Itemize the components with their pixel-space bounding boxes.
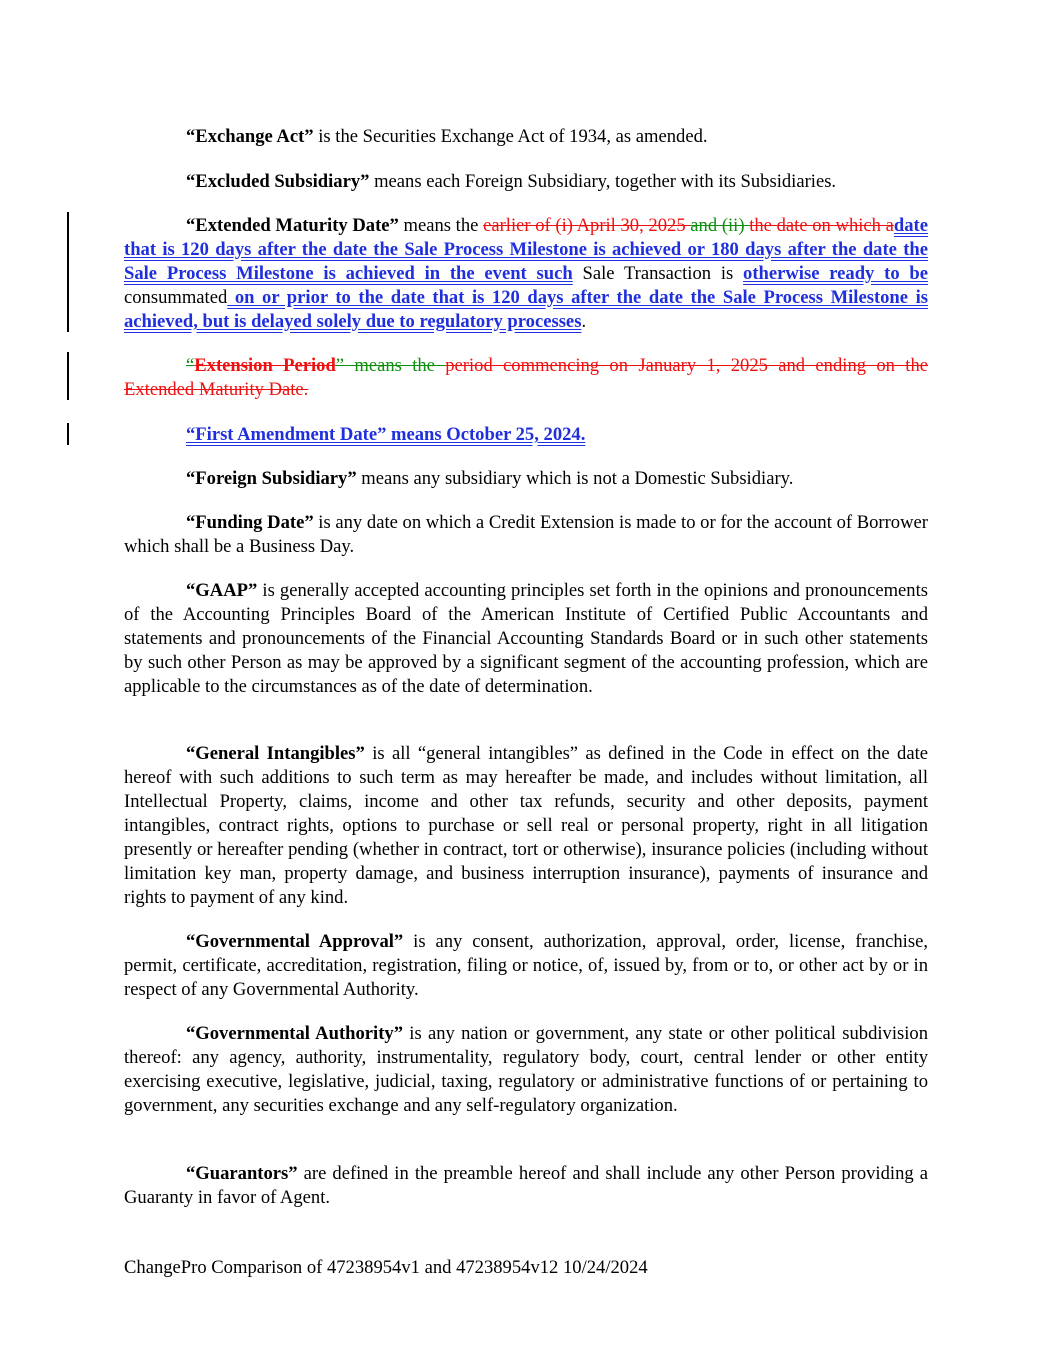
definition-extended-maturity-date: “Extended Maturity Date” means the earlier of (i) April 30, 2025 and (ii) the date on which adate that is 120 days after the date the Sale Process Milestone is achieved or 180 days after the date the Sale Process Milestone is achieved in the event such Sale Transaction is otherwise ready to be consummated on or prior to the date that is 120 days after the date the Sale Process Milestone is achieved, but is delayed solely due to regulatory processes.: [124, 215, 928, 332]
moved-text: means the: [344, 355, 446, 376]
definition-excluded-subsidiary: “Excluded Subsidiary” means each Foreign Subsidiary, together with its Subsidiaries.: [186, 171, 837, 192]
change-bar-first-amendment: [67, 423, 69, 445]
definition-gaap: “GAAP” is generally accepted accounting principles set forth in the opinions and pronouncements of the Accounting Principles Board of the American Institute of Certified Public Accountants and statements and pronouncements of the Financial Accounting Standards Board or in such other statements by such other Person as may be approved by a significant segment of the accounting profession, which are applicable to the circumstances as of the date of determination.: [124, 580, 928, 697]
term: “Excluded Subsidiary”: [186, 171, 370, 192]
term: “Foreign Subsidiary”: [186, 468, 357, 489]
inserted-text: on or prior to the date that is 120 days after the date the Sale Process Milestone is achieved, but is delayed solely due to regulatory processes: [124, 287, 928, 332]
change-bar-extended-maturity: [67, 212, 69, 332]
deleted-text: earlier of (i) April 30, 2025: [483, 215, 691, 236]
inserted-text: otherwise ready to be: [743, 263, 928, 284]
definition-general-intangibles: “General Intangibles” is all “general intangibles” as defined in the Code in effect on the date hereof with such additions to such term as may hereafter be made, and includes without limitation, all Intellectual Property, claims, income and other tax refunds, security and other deposits, payment intangibles, contract rights, options to purchase or sell real or personal property, right in all litigation presently or hereafter pending (whether in contract, tort or otherwise), insurance policies (including without limitation key man, property damage, and business interruption insurance), payments of insurance and rights to payment of any kind.: [124, 743, 928, 908]
page-footer: ChangePro Comparison of 47238954v1 and 47238954v12 10/24/2024: [124, 1257, 648, 1278]
term: “Extended Maturity Date”: [186, 215, 399, 236]
inserted-text: “First Amendment Date” means October 25, 2024.: [186, 424, 586, 445]
term: “Exchange Act”: [186, 126, 314, 147]
definition-funding-date: “Funding Date” is any date on which a Credit Extension is made to or for the account of Borrower which shall be a Business Day.: [124, 512, 928, 557]
definition-exchange-act: “Exchange Act” is the Securities Exchange Act of 1934, as amended.: [186, 126, 708, 147]
definition-guarantors: “Guarantors” are defined in the preamble hereof and shall include any other Person providing a Guaranty in favor of Agent.: [124, 1163, 928, 1208]
deleted-text: the date on which a: [749, 215, 894, 236]
term: “General Intangibles”: [186, 743, 365, 764]
definition-first-amendment-date: [124, 423, 928, 447]
moved-text: and (ii): [690, 215, 750, 236]
deleted-text: period commencing on January 1, 2025 and ending on the Extended Maturity Date.: [124, 355, 928, 400]
definition-governmental-approval: “Governmental Approval” is any consent, authorization, approval, order, license, franchise, permit, certificate, accreditation, registration, filing or notice, of, issued by, from or to, or other act by or in respect of any Governmental Authority.: [124, 931, 928, 1000]
term: “Funding Date”: [186, 512, 314, 533]
deleted-term: Extension Period: [194, 355, 336, 376]
term: “Governmental Approval”: [186, 931, 404, 952]
definition-extension-period: “Extension Period” means the period commencing on January 1, 2025 and ending on the Extended Maturity Date.: [124, 355, 928, 400]
definition-foreign-subsidiary: “Foreign Subsidiary” means any subsidiary which is not a Domestic Subsidiary.: [186, 468, 794, 489]
term: “Governmental Authority”: [186, 1023, 403, 1044]
change-bar-extension-period: [67, 352, 69, 400]
term: “Guarantors”: [186, 1163, 298, 1184]
term: “GAAP”: [186, 580, 258, 601]
definition-governmental-authority: “Governmental Authority” is any nation or government, any state or other political subdivision thereof: any agency, authority, instrumentality, regulatory body, court, central lender or other entity exercising executive, legislative, judicial, taxing, regulatory or administrative functions of or pertaining to government, any securities exchange and any self-regulatory organization.: [124, 1023, 928, 1116]
inserted-text: date that is 120 days after the date the Sale Process Milestone is achieved or 180 days after the date the Sale Process Milestone is achieved in the event such: [124, 215, 928, 284]
